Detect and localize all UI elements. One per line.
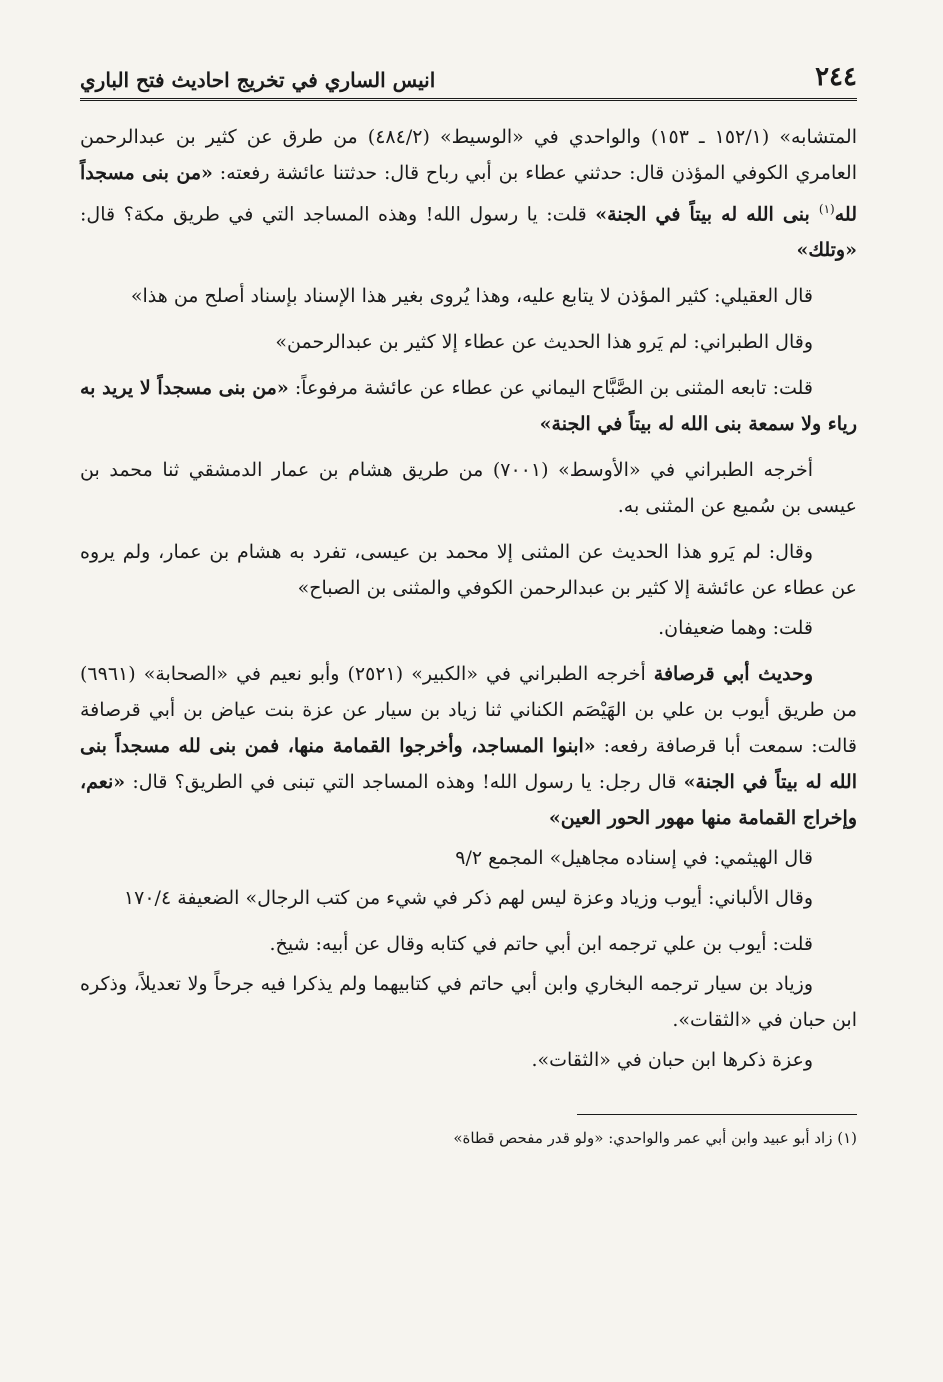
text-run: وقال الطبراني: لم يَرو هذا الحديث عن عطاء إلا كثير بن عبدالرحمن» xyxy=(275,331,813,354)
paragraph xyxy=(80,534,857,606)
text-run: قال الهيثمي: في إسناده مجاهيل» المجمع ٩/٢ xyxy=(455,847,813,870)
text-run: قلت: وهما ضعيفان. xyxy=(658,617,813,640)
footnote-divider xyxy=(577,1114,857,1115)
running-title: انيس الساري في تخريج احاديث فتح الباري xyxy=(80,68,436,92)
bold-text: بنى الله له بيتاً في الجنة» xyxy=(595,203,819,226)
paragraph xyxy=(80,324,857,360)
page-number: ٢٤٤ xyxy=(815,62,857,92)
paragraph xyxy=(80,278,857,314)
bold-text: «نعم، وإخراج القمامة منها مهور الحور العين» xyxy=(80,771,857,830)
paragraph xyxy=(80,370,857,442)
text-run: المتشابه» (١٥٢/١ ـ ١٥٣) والواحدي في «الوسيط» (٤٨٤/٢) من طرق عن كثير بن عبدالرحمن العامري الكوفي المؤذن قال: حدثني عطاء بن أبي رباح قال: حدثتنا عائشة رفعته: xyxy=(80,126,857,184)
text-run: قلت: أيوب بن علي ترجمه ابن أبي حاتم في كتابه وقال عن أبيه: شيخ. xyxy=(269,933,813,956)
paragraph xyxy=(80,656,857,836)
body-text xyxy=(80,119,857,1078)
text-run: قال العقيلي: كثير المؤذن لا يتابع عليه، وهذا يُروى بغير هذا الإسناد بإسناد أصلح من هذا» xyxy=(130,285,813,308)
bold-text: «من بنى مسجداً لا يريد به رياء ولا سمعة بنى الله له بيتاً في الجنة» xyxy=(80,377,857,436)
text-run: قال رجل: يا رسول الله! وهذه المساجد التي تبنى في الطريق؟ قال: xyxy=(125,771,684,794)
text-run: وزياد بن سيار ترجمه البخاري وابن أبي حاتم في كتابيهما ولم يذكرا فيه جرحاً ولا تعديلاً، وذكره ابن حبان في «الثقات». xyxy=(80,973,857,1032)
footnote-marker: (١) xyxy=(818,202,835,216)
text-run: وقال الألباني: أيوب وزياد وعزة ليس لهم ذكر في شيء من كتب الرجال» الضعيفة ١٧٠/٤ xyxy=(123,887,813,910)
paragraph xyxy=(80,926,857,962)
paragraph xyxy=(80,119,857,268)
text-run: وعزة ذكرها ابن حبان في «الثقات». xyxy=(531,1049,813,1072)
footnote: (١) زاد أبو عبيد وابن أبي عمر والواحدي: «ولو قدر مفحص قطاة» xyxy=(453,1129,857,1148)
bold-text: «من بنى مسجداً لله xyxy=(80,162,857,226)
paragraph xyxy=(80,452,857,524)
text-run: وقال: لم يَرو هذا الحديث عن المثنى إلا محمد بن عيسى، تفرد به هشام بن عمار، ولم يروه عن عطاء عن عائشة إلا كثير بن عبدالرحمن الكوفي والمثنى بن الصباح» xyxy=(80,541,857,600)
page-header xyxy=(80,62,857,101)
text-run: أخرجه الطبراني في «الكبير» (٢٥٢١) وأبو نعيم في «الصحابة» (٦٩٦١) من طريق أيوب بن علي بن الهَيْصَم الكناني ثنا زياد بن سيار عن عزة بنت عياض بن أبي قرصافة قالت: سمعت أبا قرصافة رفعه: xyxy=(80,663,857,758)
paragraph xyxy=(80,966,857,1038)
bold-text: «ابنوا المساجد، وأخرجوا القمامة منها، فمن بنى لله مسجداً بنى الله له بيتاً في الجنة» xyxy=(80,735,857,794)
bold-text: «وتلك» xyxy=(796,239,857,262)
paragraph xyxy=(80,610,857,646)
paragraph xyxy=(80,840,857,876)
text-run: أخرجه الطبراني في «الأوسط» (٧٠٠١) من طريق هشام بن عمار الدمشقي ثنا محمد بن عيسى بن سُميع عن المثنى به. xyxy=(80,459,857,518)
paragraph xyxy=(80,880,857,916)
text-run: قلت: يا رسول الله! وهذه المساجد التي في طريق مكة؟ قال: xyxy=(80,203,596,226)
bold-text: وحديث أبي قرصافة xyxy=(653,663,813,686)
paragraph xyxy=(80,1042,857,1078)
text-run: قلت: تابعه المثنى بن الصَّبَّاح اليماني عن عطاء عن عائشة مرفوعاً: xyxy=(288,377,813,400)
